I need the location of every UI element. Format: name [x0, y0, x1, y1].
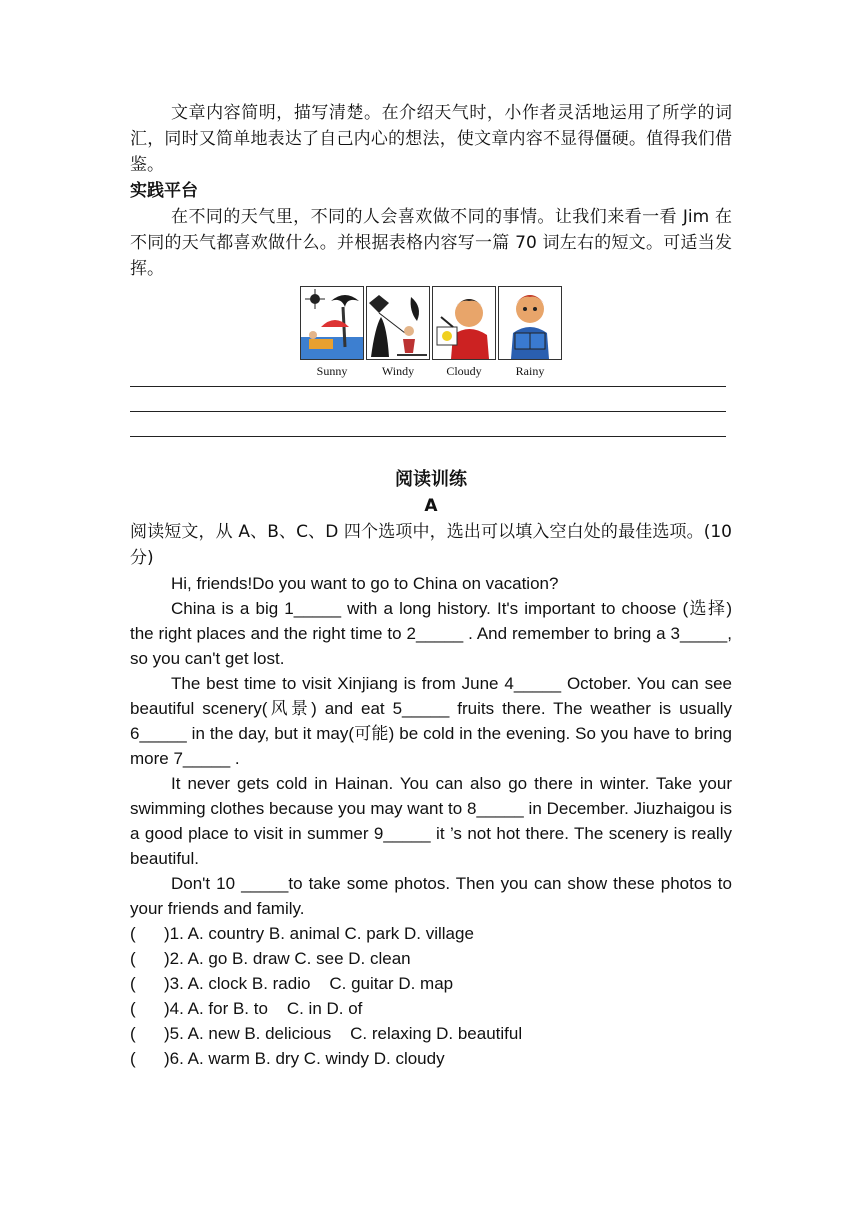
picture-sunny: [301, 286, 363, 380]
question-item[interactable]: ( )1. A. country B. animal C. park D. village: [130, 924, 474, 943]
question-item[interactable]: ( )3. A. clock B. radio C. guitar D. map: [130, 974, 454, 993]
passage-paragraph: China is a big 1_____ with a long history. It's important to choose (选择) the right places and the right time to 2_____ . And remember to bring a 3_____, so you can't get lost.: [130, 599, 732, 668]
question-item[interactable]: ( )5. A. new B. delicious C. relaxing D. beautiful: [130, 1024, 523, 1043]
question-item[interactable]: ( )6. A. warm B. dry C. windy D. cloudy: [130, 1049, 445, 1068]
passage-paragraph: The best time to visit Xinjiang is from June 4_____ October. You can see beautiful scenery(风景) and eat 5_____ fruits there. The weather is usually 6_____ in the day, but it may(可能) be cold in the evening. So you have to bring more 7_____ .: [130, 674, 732, 768]
passage-paragraph: Hi, friends!Do you want to go to China on vacation?: [171, 574, 559, 593]
reading-part: A: [424, 496, 438, 516]
passage-paragraph: Don't 10 _____to take some photos. Then you can show these photos to your friends and family.: [130, 874, 732, 918]
weather-pictures: [130, 286, 732, 380]
task-paragraph: 在不同的天气里，不同的人会喜欢做不同的事情。让我们来看一看 Jim 在不同的天气都喜欢做什么。并根据表格内容写一篇 70 词左右的短文。可适当发挥。: [130, 207, 732, 279]
section-title: 实践平台: [130, 181, 198, 201]
picture-cloudy: [433, 286, 495, 380]
passage-paragraph: It never gets cold in Hainan. You can also go there in winter. Take your swimming clothes because you may want to 8_____ in December. Jiuzhaigou is a good place to visit in summer 9_____ it ’s not hot there. The scenery is really beautiful.: [130, 774, 732, 868]
picture-caption: Rainy: [515, 364, 545, 378]
document-page: [130, 100, 732, 1071]
picture-caption: Windy: [381, 364, 415, 378]
picture-rainy: [499, 286, 561, 380]
windy-kite-icon: [366, 286, 430, 360]
question-item[interactable]: ( )2. A. go B. draw C. see D. clean: [130, 949, 411, 968]
writing-line[interactable]: [130, 411, 726, 412]
writing-line[interactable]: [130, 386, 726, 387]
picture-caption: Cloudy: [446, 364, 482, 378]
reading-title: 阅读训练: [395, 469, 467, 490]
picture-caption: Sunny: [316, 364, 348, 378]
sunny-beach-icon: [300, 286, 364, 360]
comment-paragraph: 文章内容简明，描写清楚。在介绍天气时，小作者灵活地运用了所学的词汇，同时又简单地表达了自己内心的想法，使文章内容不显得僵硬。值得我们借鉴。: [130, 103, 732, 175]
cloudy-painting-icon: [432, 286, 496, 360]
reading-instruction: 阅读短文，从 A、B、C、D 四个选项中，选出可以填入空白处的最佳选项。(10 分): [130, 522, 732, 568]
picture-windy: [367, 286, 429, 380]
writing-line[interactable]: [130, 436, 726, 437]
writing-lines: [130, 386, 732, 437]
rainy-reading-icon: [498, 286, 562, 360]
question-item[interactable]: ( )4. A. for B. to C. in D. of: [130, 999, 363, 1018]
